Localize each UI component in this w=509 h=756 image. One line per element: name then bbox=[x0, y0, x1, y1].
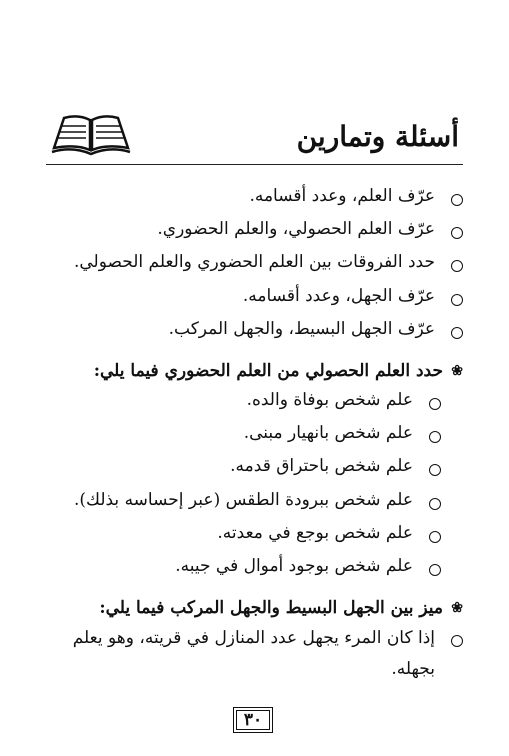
circle-bullet-icon bbox=[451, 294, 463, 306]
list-item-text: علم شخص باحتراق قدمه. bbox=[230, 456, 413, 477]
circle-bullet-icon bbox=[451, 194, 463, 206]
list-item-text: علم شخص بوجع في معدته. bbox=[217, 522, 413, 543]
list-item bbox=[40, 186, 463, 219]
exercise-heading-2 bbox=[40, 589, 463, 627]
open-book-icon bbox=[50, 112, 132, 156]
exercise-heading-1 bbox=[40, 352, 463, 390]
list-item-text: حدد الفروقات بين العلم الحضوري والعلم الحصولي. bbox=[73, 252, 435, 273]
list-item-text: علم شخص بانهيار مبنى. bbox=[243, 423, 413, 444]
list-item-text: عرّف العلم، وعدد أقسامه. bbox=[249, 186, 435, 206]
circle-bullet-icon bbox=[429, 498, 441, 510]
question-list bbox=[40, 186, 463, 352]
list-item bbox=[40, 456, 441, 489]
circle-bullet-icon bbox=[451, 635, 463, 647]
circle-bullet-icon bbox=[451, 227, 463, 239]
exercise-content bbox=[40, 186, 463, 685]
circle-bullet-icon bbox=[429, 464, 441, 476]
list-item bbox=[40, 523, 441, 556]
exercise-list-2 bbox=[40, 627, 463, 685]
list-item-text: عرّف الجهل البسيط، والجهل المركب. bbox=[168, 318, 435, 339]
flower-bullet-icon: ❀ bbox=[451, 600, 463, 617]
list-item bbox=[40, 490, 441, 523]
list-item-text: عرّف العلم الحصولي، والعلم الحضوري. bbox=[157, 219, 435, 240]
circle-bullet-icon bbox=[429, 431, 441, 443]
list-item-text: علم شخص بوفاة والده. bbox=[246, 389, 413, 410]
list-item bbox=[40, 556, 441, 589]
flower-bullet-icon: ❀ bbox=[451, 362, 463, 379]
list-item bbox=[40, 627, 463, 685]
list-item-text: إذا كان المرء يجهل عدد المنازل في قريته، وهو يعلم بجهله. bbox=[72, 628, 435, 680]
list-item-text: علم شخص ببرودة الطقس (عبر إحساسه بذلك). bbox=[73, 489, 413, 510]
circle-bullet-icon bbox=[429, 531, 441, 543]
section-header bbox=[46, 112, 463, 165]
page-number: ٣٠ bbox=[236, 710, 270, 730]
page-number-box bbox=[233, 707, 273, 733]
circle-bullet-icon bbox=[429, 564, 441, 576]
list-item bbox=[40, 219, 463, 252]
exercise-list-1 bbox=[40, 390, 441, 589]
exercise-heading-text: ميز بين الجهل البسيط والجهل المركب فيما يلي: bbox=[99, 598, 443, 619]
circle-bullet-icon bbox=[451, 327, 463, 339]
list-item-text: عرّف الجهل، وعدد أقسامه. bbox=[242, 285, 435, 306]
section-title: أسئلة وتمارين bbox=[296, 120, 459, 153]
list-item bbox=[40, 286, 463, 319]
circle-bullet-icon bbox=[451, 260, 463, 272]
exercise-heading-text: حدد العلم الحصولي من العلم الحضوري فيما يلي: bbox=[93, 360, 443, 381]
list-item bbox=[40, 319, 463, 352]
circle-bullet-icon bbox=[429, 398, 441, 410]
list-item bbox=[40, 252, 463, 285]
list-item bbox=[40, 390, 441, 423]
list-item bbox=[40, 423, 441, 456]
list-item-text: علم شخص بوجود أموال في جيبه. bbox=[175, 555, 413, 576]
